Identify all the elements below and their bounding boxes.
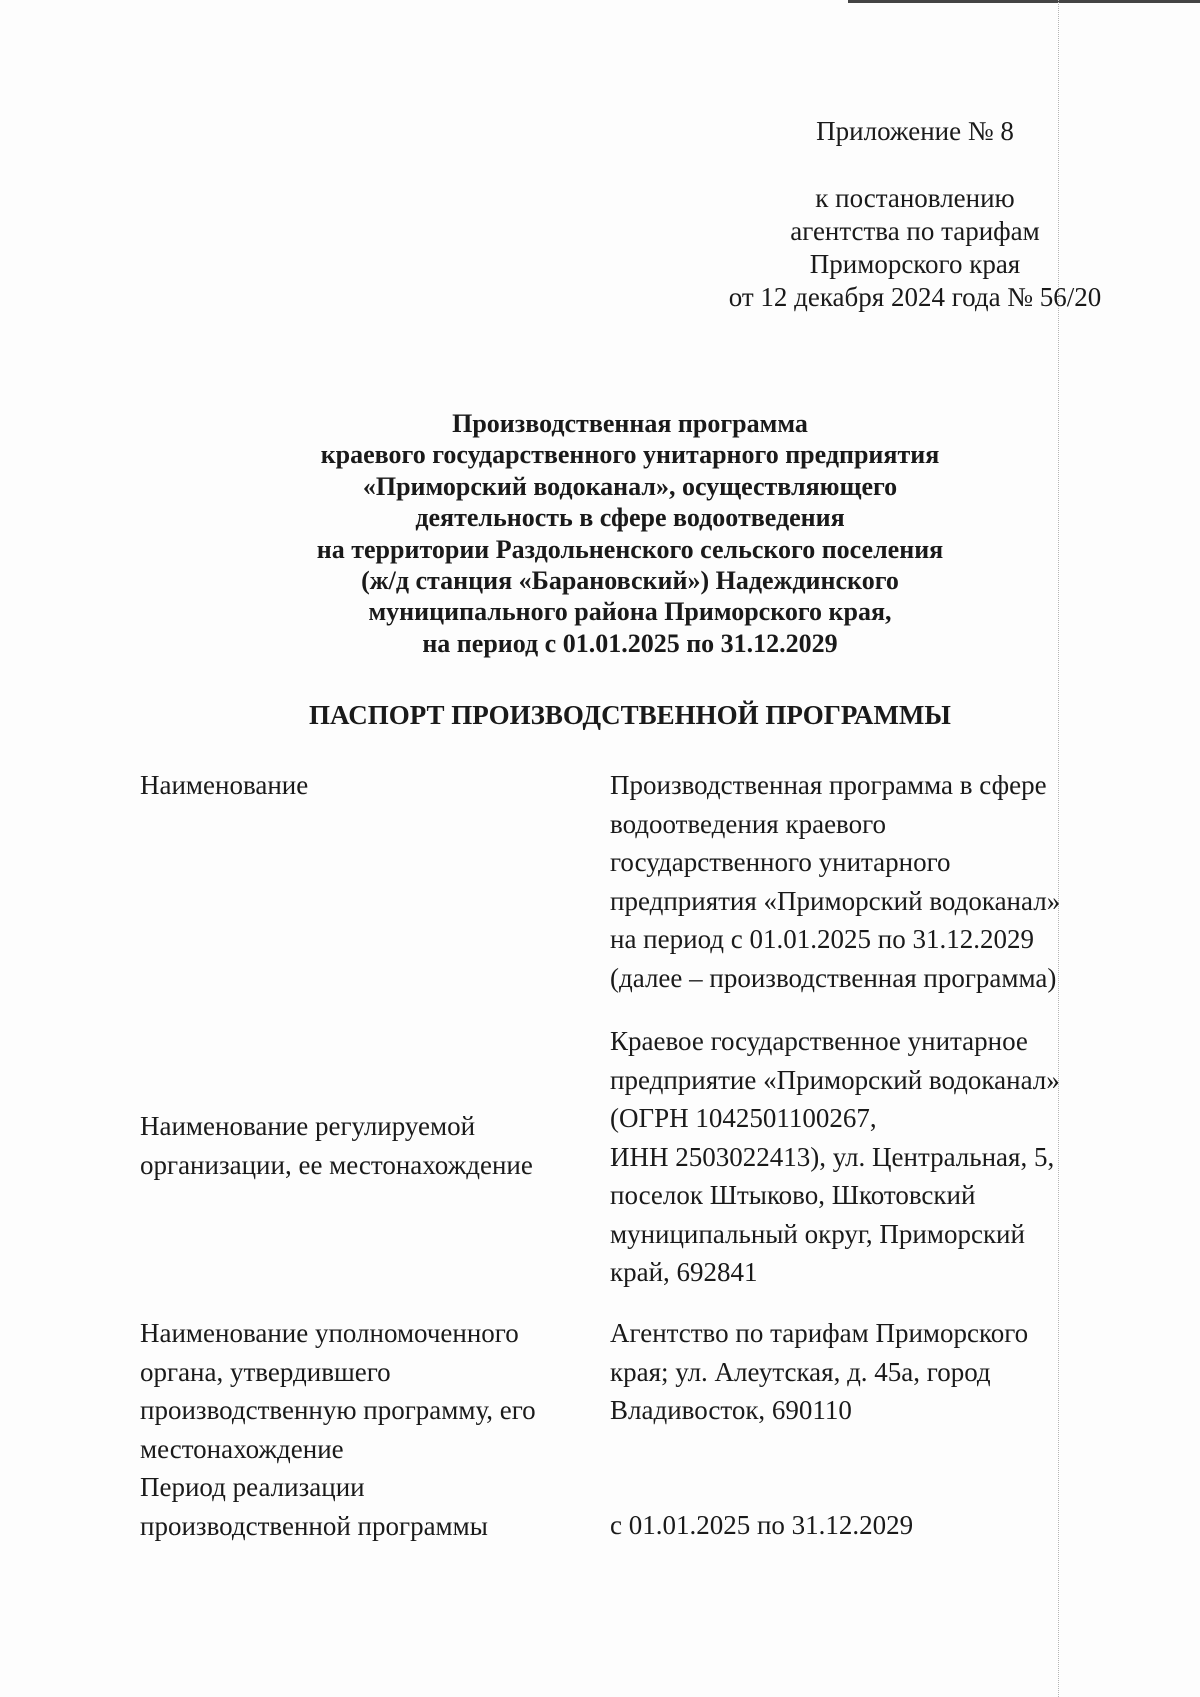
row-value-line: Производственная программа в сфере [610, 770, 1047, 800]
passport-heading: ПАСПОРТ ПРОИЗВОДСТВЕННОЙ ПРОГРАММЫ [309, 700, 951, 730]
row-value-line: Краевое государственное унитарное [610, 1026, 1028, 1056]
row-value-line: край, 692841 [610, 1257, 758, 1287]
row-value-line: ИНН 2503022413), ул. Центральная, 5, [610, 1141, 1055, 1172]
row-value-organization [610, 1022, 1100, 1292]
decree-line: к постановлению [815, 183, 1015, 213]
row-value-period [610, 1506, 1100, 1545]
document-title [240, 408, 1020, 659]
row-value-line: государственного унитарного [610, 847, 951, 877]
row-label-period [140, 1468, 600, 1545]
decree-line: Приморского края [809, 249, 1021, 279]
row-value-line: водоотведения краевого [610, 808, 887, 839]
row-value-line: на период с 01.01.2025 по 31.12.2029 [610, 924, 1034, 954]
row-value-line: (ОГРН 1042501100267, [610, 1103, 877, 1133]
row-value-line: муниципальный округ, Приморский [610, 1218, 1025, 1249]
row-label-line: производственной программы [140, 1510, 488, 1541]
title-line: на территории Раздольненского сельского поселения [316, 534, 944, 564]
row-label-line: Наименование уполномоченного [140, 1318, 519, 1348]
row-value-line: (далее – производственная программа) [610, 962, 1057, 993]
row-label-line: местонахождение [140, 1433, 344, 1464]
row-value-line: поселок Штыково, Шкотовский [610, 1180, 976, 1210]
title-line: деятельность в сфере водоотведения [415, 503, 845, 533]
row-value-line: края; ул. Алеутская, д. 45а, город [610, 1356, 991, 1387]
title-line: (ж/д станция «Барановский») Надеждинского [361, 566, 899, 596]
title-line: Производственная программа [452, 409, 808, 438]
row-value-line: Агентство по тарифам Приморского [610, 1318, 1029, 1348]
row-value-line: Владивосток, 690110 [610, 1395, 852, 1425]
row-value-authority [610, 1314, 1100, 1430]
scan-edge-mark [848, 0, 1200, 3]
row-label-authority [140, 1314, 600, 1468]
row-value-line: предприятия «Приморский водоканал» [610, 885, 1061, 916]
row-label-organization [140, 1107, 600, 1184]
row-label-line: производственную программу, его [140, 1395, 536, 1425]
row-value-line: предприятие «Приморский водоканал» [610, 1064, 1060, 1095]
title-line: муниципального района Приморского края, [368, 597, 892, 627]
title-line: краевого государственного унитарного предприятия [320, 440, 940, 470]
decree-line: агентства по тарифам [790, 216, 1040, 246]
row-label-line: органа, утвердившего [140, 1356, 391, 1387]
appendix-decree [690, 182, 1140, 314]
title-line: на период с 01.01.2025 по 31.12.2029 [422, 628, 838, 658]
row-label-line: Период реализации [140, 1472, 365, 1502]
row-label-line: организации, ее местонахождение [140, 1149, 533, 1180]
appendix-number: Приложение № 8 [816, 116, 1014, 146]
title-line: «Приморский водоканал», осуществляющего [362, 471, 898, 501]
row-label-line: Наименование [140, 770, 309, 800]
decree-line: от 12 декабря 2024 года № 56/20 [728, 282, 1102, 312]
row-label-name [140, 766, 600, 805]
row-value-line: с 01.01.2025 по 31.12.2029 [610, 1510, 914, 1540]
row-label-line: Наименование регулируемой [140, 1111, 476, 1141]
row-value-name [610, 766, 1100, 997]
